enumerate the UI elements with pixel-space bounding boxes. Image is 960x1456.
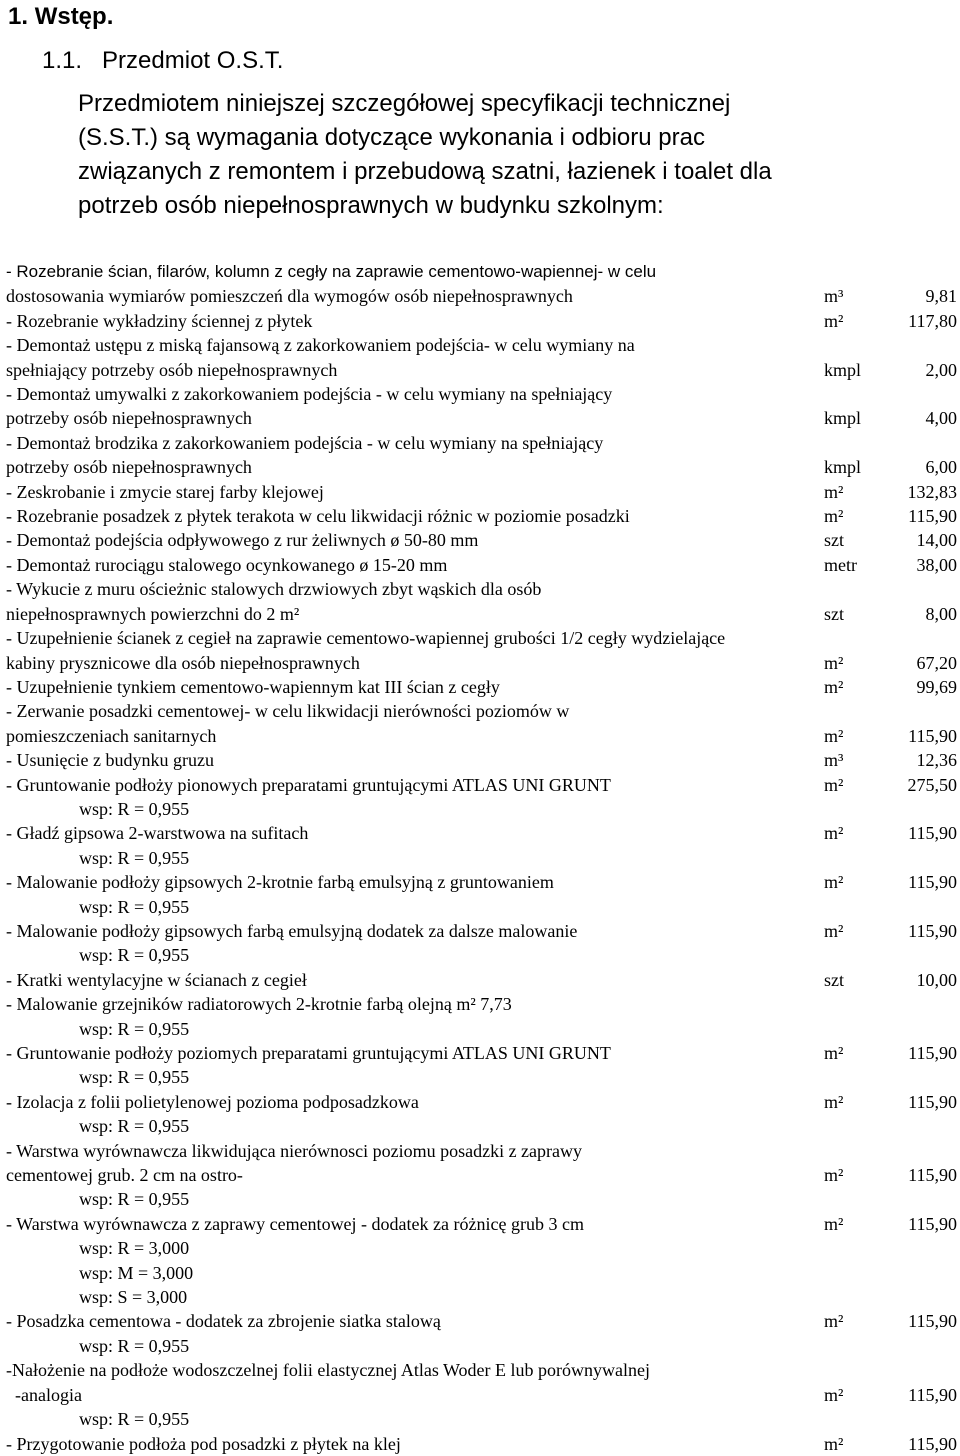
- item-description: - Demontaż rurociągu stalowego ocynkowanego ø 15-20 mm: [6, 554, 448, 575]
- item-quantity: 2,00: [925, 359, 957, 380]
- item-unit: m²: [824, 872, 844, 893]
- item-unit: metr: [824, 554, 857, 575]
- section-heading: [8, 0, 113, 34]
- item-quantity: 14,00: [916, 530, 957, 551]
- work-item-line: [6, 553, 960, 577]
- work-item-line: [6, 724, 960, 748]
- work-item-line: [6, 284, 960, 308]
- item-unit: m²: [824, 1165, 844, 1186]
- item-quantity: 12,36: [916, 750, 957, 771]
- coefficient-text: wsp: R = 3,000: [79, 1238, 190, 1259]
- coefficient-text: wsp: R = 0,955: [79, 847, 190, 868]
- work-item-line: [6, 1358, 960, 1382]
- coefficient-line: [6, 943, 960, 967]
- work-item-line: [6, 1090, 960, 1114]
- item-description: - Gruntowanie podłoży poziomych preparatami gruntującymi ATLAS UNI GRUNT: [6, 1043, 611, 1063]
- item-description: - Rozebranie ścian, filarów, kolumn z cegły na zaprawie cementowo-wapiennej- w celu: [6, 262, 657, 281]
- work-item-line: [6, 675, 960, 699]
- work-item-line: [6, 1041, 960, 1065]
- work-item-line: [6, 651, 960, 675]
- work-item-line: [6, 1383, 960, 1407]
- coefficient-text: wsp: R = 0,955: [79, 1189, 190, 1210]
- item-quantity: 115,90: [908, 1433, 957, 1454]
- coefficient-text: wsp: R = 0,955: [79, 1018, 190, 1039]
- item-unit: m²: [824, 676, 844, 697]
- work-item-line: [6, 1139, 960, 1163]
- item-unit: m²: [824, 1433, 844, 1454]
- item-description: - Malowanie grzejników radiatorowych 2-krotnie farbą olejną m² 7,73: [6, 994, 512, 1015]
- item-description: - Malowanie podłoży gipsowych 2-krotnie farbą emulsyjną z gruntowaniem: [6, 872, 554, 893]
- item-quantity: 115,90: [908, 872, 957, 893]
- item-description: - Demontaż brodzika z zakorkowaniem podejścia - w celu wymiany na spełniający: [6, 432, 604, 453]
- work-item-line: [6, 919, 960, 943]
- item-quantity: 117,80: [908, 310, 957, 331]
- item-unit: kmpl: [824, 408, 862, 429]
- subsection-title: Przedmiot O.S.T.: [102, 47, 284, 74]
- coefficient-line: [6, 846, 960, 870]
- coefficient-line: [6, 1187, 960, 1211]
- item-description: - Malowanie podłoży gipsowych farbą emulsyjną dodatek za dalsze malowanie: [6, 920, 578, 941]
- item-description: - Wykucie z muru ościeżnic stalowych drzwiowych zbyt wąskich dla osób: [6, 579, 542, 600]
- coefficient-line: [6, 1334, 960, 1358]
- work-item-line: [6, 626, 960, 650]
- item-unit: m²: [824, 725, 844, 746]
- item-description: - Demontaż umywalki z zakorkowaniem podejścia - w celu wymiany na spełniający: [6, 384, 613, 405]
- coefficient-line: [6, 1285, 960, 1309]
- work-item-line: [6, 504, 960, 528]
- item-description: kabiny prysznicowe dla osób niepełnosprawnych: [6, 652, 360, 673]
- item-unit: m²: [824, 481, 844, 502]
- item-quantity: 4,00: [925, 408, 957, 429]
- item-unit: m²: [824, 774, 844, 795]
- intro-line: związanych z remontem i przebudową szatni, łazienek i toalet dla: [78, 158, 772, 185]
- item-unit: m²: [824, 1213, 844, 1234]
- item-unit: m²: [824, 1091, 844, 1112]
- item-description: - Uzupełnienie tynkiem cementowo-wapiennym kat III ścian z cegły: [6, 676, 500, 697]
- coefficient-text: wsp: S = 3,000: [79, 1287, 188, 1308]
- item-unit: szt: [824, 969, 844, 990]
- item-quantity: 115,90: [908, 725, 957, 746]
- item-quantity: 67,20: [916, 652, 957, 673]
- work-item-line: [6, 480, 960, 504]
- item-quantity: 115,90: [908, 823, 957, 844]
- coefficient-text: wsp: R = 0,955: [79, 1116, 190, 1137]
- item-unit: m²: [824, 920, 844, 941]
- intro-line: Przedmiotem niniejszej szczegółowej specyfikacji technicznej: [78, 90, 731, 117]
- item-unit: m³: [824, 750, 844, 771]
- work-item-line: [6, 528, 960, 552]
- item-quantity: 115,90: [908, 1213, 957, 1234]
- item-description: potrzeby osób niepełnosprawnych: [6, 457, 252, 478]
- work-item-line: [6, 431, 960, 455]
- item-quantity: 38,00: [916, 554, 957, 575]
- coefficient-text: wsp: R = 0,955: [79, 1067, 190, 1088]
- item-description: -Nałożenie na podłoże wodoszczelnej folii elastycznej Atlas Woder E lub porównywalnej: [6, 1360, 651, 1381]
- item-description: - Posadzka cementowa - dodatek za zbrojenie siatka stalową: [6, 1311, 441, 1332]
- intro-paragraph: [78, 87, 948, 223]
- work-item-line: [6, 1432, 960, 1456]
- coefficient-text: wsp: R = 0,955: [79, 945, 190, 966]
- item-description: - Rozebranie posadzek z płytek terakota w celu likwidacji różnic w poziomie posadzki: [6, 506, 630, 527]
- item-unit: m³: [824, 286, 844, 307]
- item-description: - Demontaż podejścia odpływowego z rur żeliwnych ø 50-80 mm: [6, 530, 479, 551]
- coefficient-line: [6, 797, 960, 821]
- item-description: - Warstwa wyrównawcza likwidująca nierównosci poziomu posadzki z zaprawy: [6, 1140, 583, 1161]
- section-title: Wstęp.: [34, 3, 114, 30]
- item-unit: szt: [824, 530, 844, 551]
- item-unit: kmpl: [824, 457, 862, 478]
- item-quantity: 9,81: [925, 286, 957, 307]
- work-item-line: [6, 602, 960, 626]
- item-quantity: 115,90: [908, 1091, 957, 1112]
- work-item-line: [6, 968, 960, 992]
- item-quantity: 115,90: [908, 1311, 957, 1332]
- coefficient-line: [6, 1261, 960, 1285]
- item-description: cementowej grub. 2 cm na ostro-: [6, 1165, 243, 1186]
- subsection-heading: [42, 44, 283, 78]
- item-quantity: 99,69: [916, 676, 957, 697]
- item-description: - Warstwa wyrównawcza z zaprawy cementowej - dodatek za różnicę grub 3 cm: [6, 1213, 584, 1234]
- item-description: - Zeskrobanie i zmycie starej farby klejowej: [6, 481, 324, 502]
- item-quantity: 115,90: [908, 1384, 957, 1405]
- item-quantity: 132,83: [907, 481, 957, 502]
- item-unit: m²: [824, 506, 844, 527]
- item-description: -analogia: [6, 1384, 82, 1405]
- coefficient-line: [6, 1114, 960, 1138]
- item-quantity: 115,90: [908, 920, 957, 941]
- intro-line: (S.S.T.) są wymagania dotyczące wykonania i odbioru prac: [78, 124, 705, 151]
- item-description: dostosowania wymiarów pomieszczeń dla wymogów osób niepełnosprawnych: [6, 286, 573, 307]
- work-item-line: [6, 773, 960, 797]
- item-description: - Rozebranie wykładziny ściennej z płytek: [6, 310, 313, 331]
- work-item-line: [6, 455, 960, 479]
- item-description: - Uzupełnienie ścianek z cegieł na zaprawie cementowo-wapiennej grubości 1/2 cegły wydzielające: [6, 628, 726, 649]
- item-unit: m²: [824, 1311, 844, 1332]
- item-unit: m²: [824, 1384, 844, 1405]
- item-quantity: 275,50: [907, 774, 957, 795]
- section-number: 1.: [8, 3, 29, 30]
- work-item-line: [6, 577, 960, 601]
- coefficient-text: wsp: R = 0,955: [79, 1335, 190, 1356]
- item-quantity: 115,90: [908, 506, 957, 527]
- coefficient-line: [6, 1017, 960, 1041]
- item-description: - Demontaż ustępu z miską fajansową z zakorkowaniem podejścia- w celu wymiany na: [6, 335, 635, 356]
- coefficient-text: wsp: R = 0,955: [79, 1409, 190, 1430]
- work-item-line: [6, 992, 960, 1016]
- item-description: - Przygotowanie podłoża pod posadzki z płytek na klej: [6, 1433, 401, 1454]
- item-description: spełniający potrzeby osób niepełnosprawnych: [6, 359, 338, 380]
- item-quantity: 10,00: [916, 969, 957, 990]
- item-description: potrzeby osób niepełnosprawnych: [6, 408, 252, 429]
- item-description: - Zerwanie posadzki cementowej- w celu likwidacji nierówności poziomów w: [6, 701, 570, 722]
- work-item-line: [6, 382, 960, 406]
- coefficient-line: [6, 1407, 960, 1431]
- coefficient-text: wsp: R = 0,955: [79, 798, 190, 819]
- item-unit: m²: [824, 823, 844, 844]
- work-item-line: [6, 1309, 960, 1333]
- item-quantity: 6,00: [925, 457, 957, 478]
- work-item-line: [6, 309, 960, 333]
- item-description: - Izolacja z folii polietylenowej pozioma podposadzkowa: [6, 1091, 419, 1112]
- item-unit: kmpl: [824, 359, 862, 380]
- work-item-line: [6, 1163, 960, 1187]
- work-item-line: [6, 1212, 960, 1236]
- work-item-line: [6, 821, 960, 845]
- item-description: - Gruntowanie podłoży pionowych preparatami gruntującymi ATLAS UNI GRUNT: [6, 774, 611, 795]
- item-unit: m²: [824, 1043, 844, 1063]
- item-description: - Gładź gipsowa 2-warstwowa na sufitach: [6, 823, 309, 844]
- item-quantity: 115,90: [908, 1043, 957, 1063]
- coefficient-line: [6, 895, 960, 919]
- item-description: - Kratki wentylacyjne w ścianach z cegieł: [6, 969, 307, 990]
- item-quantity: 8,00: [925, 603, 957, 624]
- work-item-line: [6, 870, 960, 894]
- item-quantity: 115,90: [908, 1165, 957, 1186]
- intro-line: potrzeb osób niepełnosprawnych w budynku szkolnym:: [78, 192, 664, 219]
- work-item-line: [6, 260, 960, 284]
- work-item-line: [6, 699, 960, 723]
- work-item-line: [6, 406, 960, 430]
- item-unit: m²: [824, 310, 844, 331]
- subsection-number: 1.1.: [42, 47, 83, 74]
- coefficient-line: [6, 1236, 960, 1260]
- item-description: pomieszczeniach sanitarnych: [6, 725, 217, 746]
- item-description: - Usunięcie z budynku gruzu: [6, 750, 214, 771]
- item-unit: szt: [824, 603, 844, 624]
- coefficient-text: wsp: M = 3,000: [79, 1262, 194, 1283]
- work-items-list: [6, 260, 960, 1456]
- work-item-line: [6, 748, 960, 772]
- coefficient-line: [6, 1065, 960, 1089]
- item-unit: m²: [824, 652, 844, 673]
- item-description: niepełnosprawnych powierzchni do 2 m²: [6, 603, 300, 624]
- coefficient-text: wsp: R = 0,955: [79, 896, 190, 917]
- work-item-line: [6, 358, 960, 382]
- work-item-line: [6, 333, 960, 357]
